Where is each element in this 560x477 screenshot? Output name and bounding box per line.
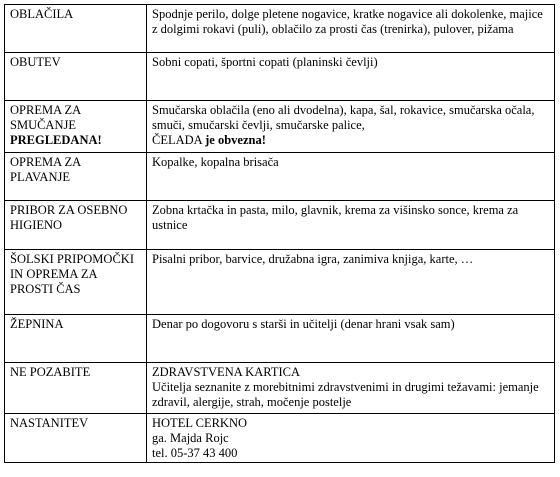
row-label-emphasis: PREGLEDANA! xyxy=(10,133,102,147)
row-content xyxy=(147,414,555,463)
row-label: ŠOLSKI PRIPOMOČKI IN OPREMA ZA PROSTI ČAS xyxy=(5,250,147,315)
row-content xyxy=(147,101,555,153)
row-label: PRIBOR ZA OSEBNO HIGIENO xyxy=(5,201,147,250)
table-row-oprema-za-smucanje xyxy=(5,101,555,153)
row-content-title: ZDRAVSTVENA KARTICA xyxy=(152,365,300,379)
row-content-text: Smučarska oblačila (eno ali dvodelna), kapa, šal, rokavice, smučarska očala, smuči, smučarski čevlji, smučarske palice, xyxy=(152,103,535,132)
packing-list-table xyxy=(4,4,555,463)
row-label: ŽEPNINA xyxy=(5,315,147,363)
helmet-label: ČELADA xyxy=(152,133,206,147)
phone-number: tel. 05-37 43 400 xyxy=(152,446,238,460)
row-content xyxy=(147,363,555,414)
row-content: Spodnje perilo, dolge pletene nogavice, kratke nogavice ali dokolenke, majice z dolgimi rokavi (puli), oblačilo za prosti čas (trenirka), pulover, pižama xyxy=(147,5,555,53)
row-content: Denar po dogovoru s starši in učitelji (denar hrani vsak sam) xyxy=(147,315,555,363)
row-label: OPREMA ZA PLAVANJE xyxy=(5,153,147,201)
table-row-zepnina xyxy=(5,315,555,363)
row-label: OBLAČILA xyxy=(5,5,147,53)
table-row-pribor-za-osebno-higieno xyxy=(5,201,555,250)
table-row-ne-pozabite xyxy=(5,363,555,414)
contact-person: ga. Majda Rojc xyxy=(152,431,229,445)
row-content: Kopalke, kopalna brisača xyxy=(147,153,555,201)
row-label xyxy=(5,101,147,153)
row-content: Pisalni pribor, barvice, družabna igra, zanimiva knjiga, karte, … xyxy=(147,250,555,315)
row-content-text: Učitelja seznanite z morebitnimi zdravstvenimi in drugimi težavami: jemanje zdravil, alergije, strah, močenje postelje xyxy=(152,380,539,409)
table-row-oblacila xyxy=(5,5,555,53)
table-row-obutev xyxy=(5,53,555,101)
row-content: Sobni copati, športni copati (planinski čevlji) xyxy=(147,53,555,101)
table-row-nastanitev xyxy=(5,414,555,463)
row-label: NASTANITEV xyxy=(5,414,147,463)
row-content-helmet xyxy=(152,133,549,148)
hotel-name: HOTEL CERKNO xyxy=(152,416,248,430)
row-label: OBUTEV xyxy=(5,53,147,101)
table-row-oprema-za-plavanje xyxy=(5,153,555,201)
table-row-solski-pripomocki xyxy=(5,250,555,315)
row-label: NE POZABITE xyxy=(5,363,147,414)
row-content: Zobna krtačka in pasta, milo, glavnik, krema za višinsko sonce, krema za ustnice xyxy=(147,201,555,250)
helmet-mandatory: je obvezna! xyxy=(205,133,266,147)
row-label-text: OPREMA ZA SMUČANJE xyxy=(10,103,81,132)
